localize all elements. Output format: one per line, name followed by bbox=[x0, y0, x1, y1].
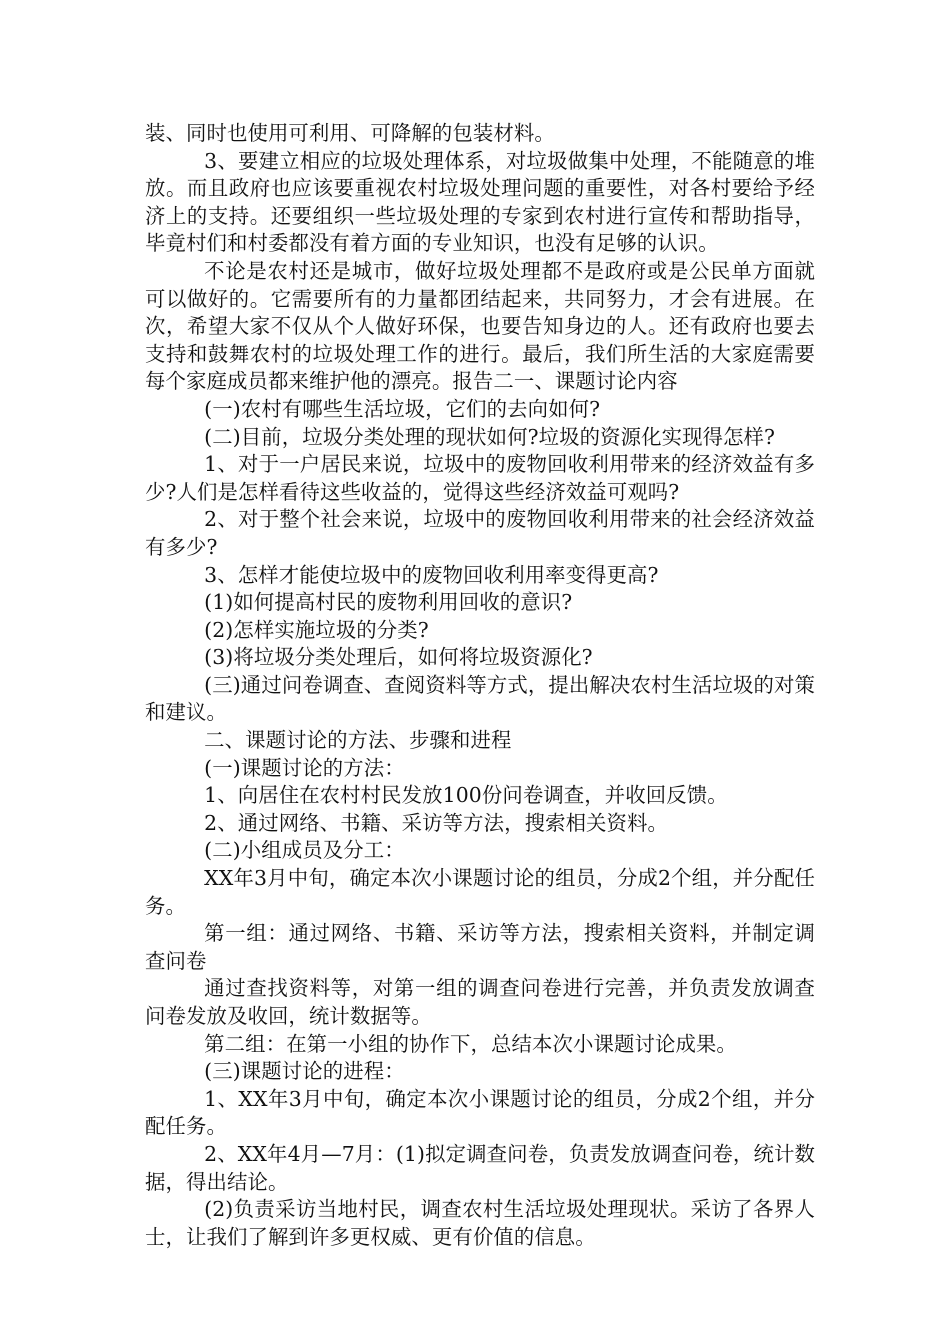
paragraph: 1、向居住在农村村民发放100份问卷调查，并收回反馈。 bbox=[204, 783, 728, 808]
document-page bbox=[145, 120, 815, 1251]
paragraph: (二)目前，垃圾分类处理的现状如何?垃圾的资源化实现得怎样? bbox=[204, 424, 776, 449]
paragraph: (一)课题讨论的方法： bbox=[204, 755, 405, 780]
paragraph: (三)通过问卷调查、查阅资料等方式，提出解决农村生活垃圾的对策和建议。 bbox=[145, 672, 815, 725]
paragraph: (2)怎样实施垃圾的分类? bbox=[204, 617, 429, 642]
paragraph: 不论是农村还是城市，做好垃圾处理都不是政府或是公民单方面就可以做好的。它需要所有的力量都团结起来，共同努力，才会有进展。在次，希望大家不仅从个人做好环保，也要告知身边的人。还有政府也要去支持和鼓舞农村的垃圾处理工作的进行。最后，我们所生活的大家庭需要每个家庭成员都来维护他的漂亮。报告二一、课题讨论内容 bbox=[145, 258, 815, 394]
paragraph: (1)如何提高村民的废物利用回收的意识? bbox=[204, 590, 573, 615]
paragraph: 2、XX年4月—7月：(1)拟定调查问卷，负责发放调查问卷，统计数据，得出结论。 bbox=[145, 1141, 815, 1194]
paragraph: 3、怎样才能使垃圾中的废物回收利用率变得更高? bbox=[204, 562, 659, 587]
paragraph: XX年3月中旬，确定本次小课题讨论的组员，分成2个组，并分配任务。 bbox=[145, 866, 815, 918]
section-heading: 二、课题讨论的方法、步骤和进程 bbox=[204, 728, 512, 753]
paragraph: (3)将垃圾分类处理后，如何将垃圾资源化? bbox=[204, 645, 593, 670]
paragraph: (一)农村有哪些生活垃圾，它们的去向如何? bbox=[204, 396, 601, 421]
paragraph: (三)课题讨论的进程： bbox=[204, 1059, 405, 1084]
paragraph: 装、同时也使用可利用、可降解的包装材料。 bbox=[145, 121, 555, 145]
paragraph: 3、要建立相应的垃圾处理体系，对垃圾做集中处理，不能随意的堆放。而且政府也应该要重视农村垃圾处理问题的重要性，对各村要给予经济上的支持。还要组织一些垃圾处理的专家到农村进行宣传和帮助指导，毕竟村们和村委都没有着方面的专业知识，也没有足够的认识。 bbox=[145, 148, 815, 256]
paragraph: 2、对于整个社会来说，垃圾中的废物回收利用带来的社会经济效益有多少? bbox=[145, 507, 815, 559]
paragraph: (2)负责采访当地村民，调查农村生活垃圾处理现状。采访了各界人士，让我们了解到许多更权威、更有价值的信息。 bbox=[145, 1197, 815, 1249]
paragraph: 1、XX年3月中旬，确定本次小课题讨论的组员，分成2个组，并分配任务。 bbox=[145, 1086, 815, 1139]
paragraph: (二)小组成员及分工： bbox=[204, 838, 405, 863]
paragraph: 第二组：在第一小组的协作下，总结本次小课题讨论成果。 bbox=[204, 1031, 737, 1056]
paragraph: 第一组：通过网络、书籍、采访等方法，搜索相关资料，并制定调查问卷 bbox=[145, 921, 815, 973]
paragraph: 1、对于一户居民来说，垃圾中的废物回收利用带来的经济效益有多少?人们是怎样看待这些收益的，觉得这些经济效益可观吗? bbox=[145, 452, 815, 504]
paragraph: 通过查找资料等，对第一组的调查问卷进行完善，并负责发放调查问卷发放及收回，统计数据等。 bbox=[145, 976, 815, 1028]
paragraph: 2、通过网络、书籍、采访等方法，搜索相关资料。 bbox=[204, 810, 669, 835]
